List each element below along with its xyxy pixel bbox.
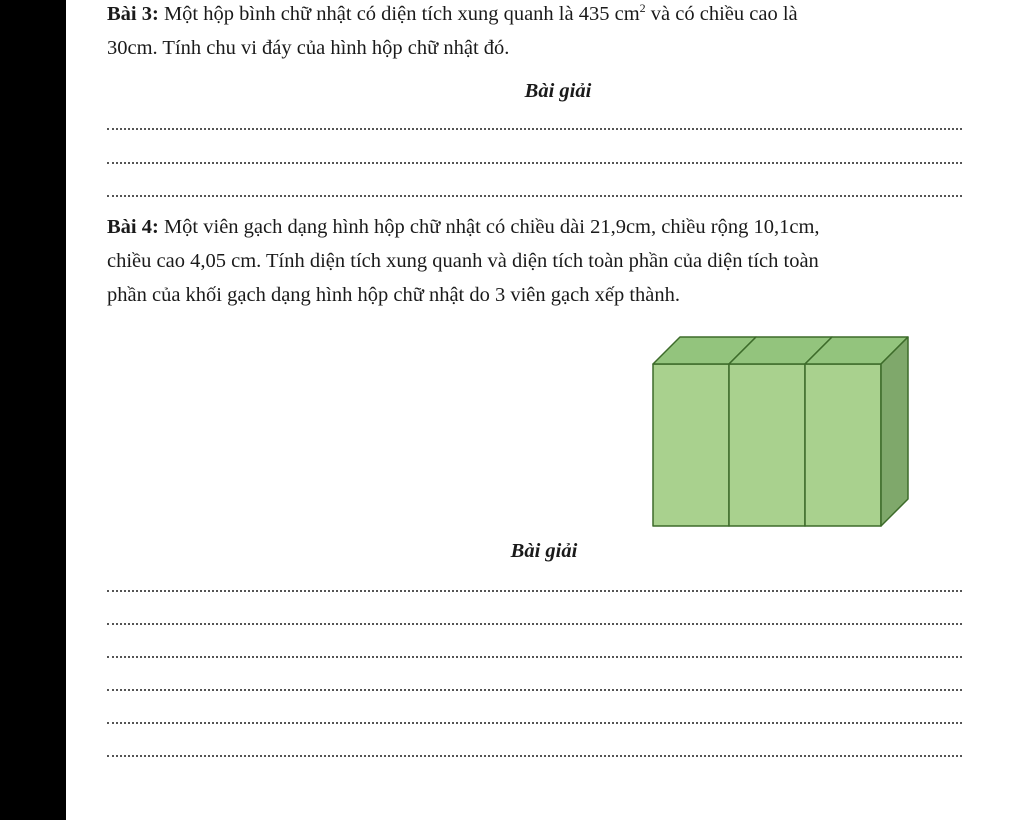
problem-4-text: Bài 4: Một viên gạch dạng hình hộp chữ nhật có chiều dài 21,9cm, chiều rộng 10,1cm, chiều cao 4,05 cm. Tính diện tích xung quanh và diện tích toàn phần của diện tích toàn phần của khối gạch dạng hình hộp chữ nhật do 3 viên gạch xếp thành. xyxy=(107,216,820,306)
problem-3-label: Bài 3: xyxy=(107,3,159,25)
area-value: 435 cm xyxy=(578,3,640,25)
answer-line xyxy=(107,656,962,658)
problem-3-text: Bài 3: Một hộp bình chữ nhật có diện tích xung quanh là 435 $cm^2$ và có chiều cao là 30cm. Tính chu vi đáy của hình hộp chữ nhật đó. xyxy=(107,1,798,59)
answer-line xyxy=(107,162,962,164)
problem-4-label: Bài 4: xyxy=(107,216,159,238)
answer-line xyxy=(107,722,962,724)
answer-line xyxy=(107,623,962,625)
answer-line xyxy=(107,755,962,757)
worksheet-page xyxy=(66,0,1024,820)
answer-line xyxy=(107,128,962,130)
answer-line xyxy=(107,689,962,691)
answer-line xyxy=(107,590,962,592)
solution-3-heading: Bài giải xyxy=(524,80,592,102)
answer-line xyxy=(107,195,962,197)
brick-front-face xyxy=(653,364,729,526)
problem-3-line-2: 30cm. Tính chu vi đáy của hình hộp chữ nhật đó. xyxy=(107,37,510,59)
brick-front-face xyxy=(805,364,881,526)
solution-4-heading: Bài giải xyxy=(510,540,578,562)
area-exponent: 2 xyxy=(639,1,646,16)
problem-4-line-3: phần của khối gạch dạng hình hộp chữ nhật do 3 viên gạch xếp thành. xyxy=(107,284,680,306)
brick-stack-figure xyxy=(650,334,920,534)
brick-side-face xyxy=(881,337,908,526)
brick-front-face xyxy=(729,364,805,526)
problem-4-line-2: chiều cao 4,05 cm. Tính diện tích xung quanh và diện tích toàn phần của diện tích toàn xyxy=(107,250,819,272)
